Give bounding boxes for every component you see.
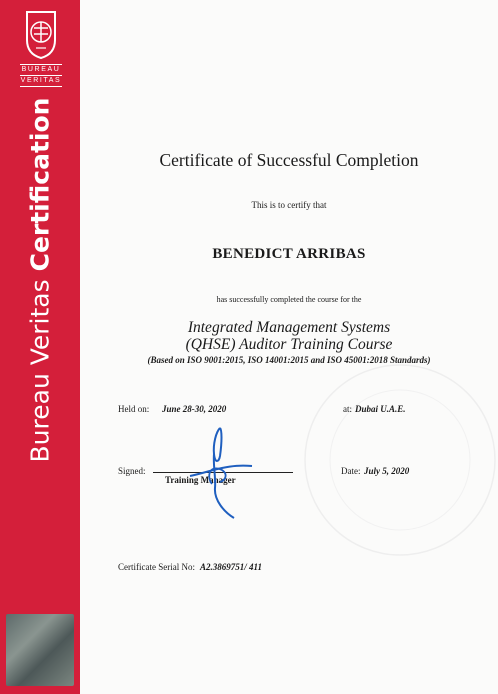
certify-text: This is to certify that: [251, 200, 327, 210]
handwritten-signature: [186, 420, 256, 525]
signer-title: Training Manager: [165, 475, 236, 485]
bureau-veritas-logo: [15, 10, 67, 88]
held-on-value: June 28-30, 2020: [162, 404, 227, 414]
logo-text-bottom: VERITAS: [20, 77, 62, 84]
logo-text-top: BUREAU: [21, 66, 61, 73]
date-label: Date:: [341, 466, 361, 476]
recipient-name: BENEDICT ARRIBAS: [212, 246, 366, 262]
serial-label: Certificate Serial No:: [118, 562, 195, 572]
course-title-line1: Integrated Management Systems: [187, 319, 391, 336]
sidebar-title-bold: Certification: [25, 97, 55, 272]
location-value: Dubai U.A.E.: [355, 404, 406, 414]
sidebar-title-light: Bureau Veritas: [25, 271, 55, 463]
bureau-veritas-seal-icon: [25, 10, 57, 60]
certificate-title: Certificate of Successful Completion: [159, 150, 419, 170]
watermark-seal-icon: [300, 340, 498, 580]
course-standards: (Based on ISO 9001:2015, ISO 14001:2015 and ISO 45001:2018 Standards): [147, 355, 431, 365]
date-value: July 5, 2020: [364, 466, 410, 476]
sidebar-title: [26, 98, 55, 463]
held-on-label: Held on:: [118, 404, 150, 414]
course-title-line2: (QHSE) Auditor Training Course: [185, 336, 393, 353]
security-hologram: [6, 614, 74, 686]
completion-text: has successfully completed the course for the: [216, 295, 362, 304]
logo-wordmark: [19, 64, 63, 87]
location-label: at:: [343, 404, 352, 414]
brand-sidebar: [0, 0, 80, 694]
signed-label: Signed:: [118, 466, 146, 476]
serial-value: A2.3869751/ 411: [200, 562, 263, 572]
